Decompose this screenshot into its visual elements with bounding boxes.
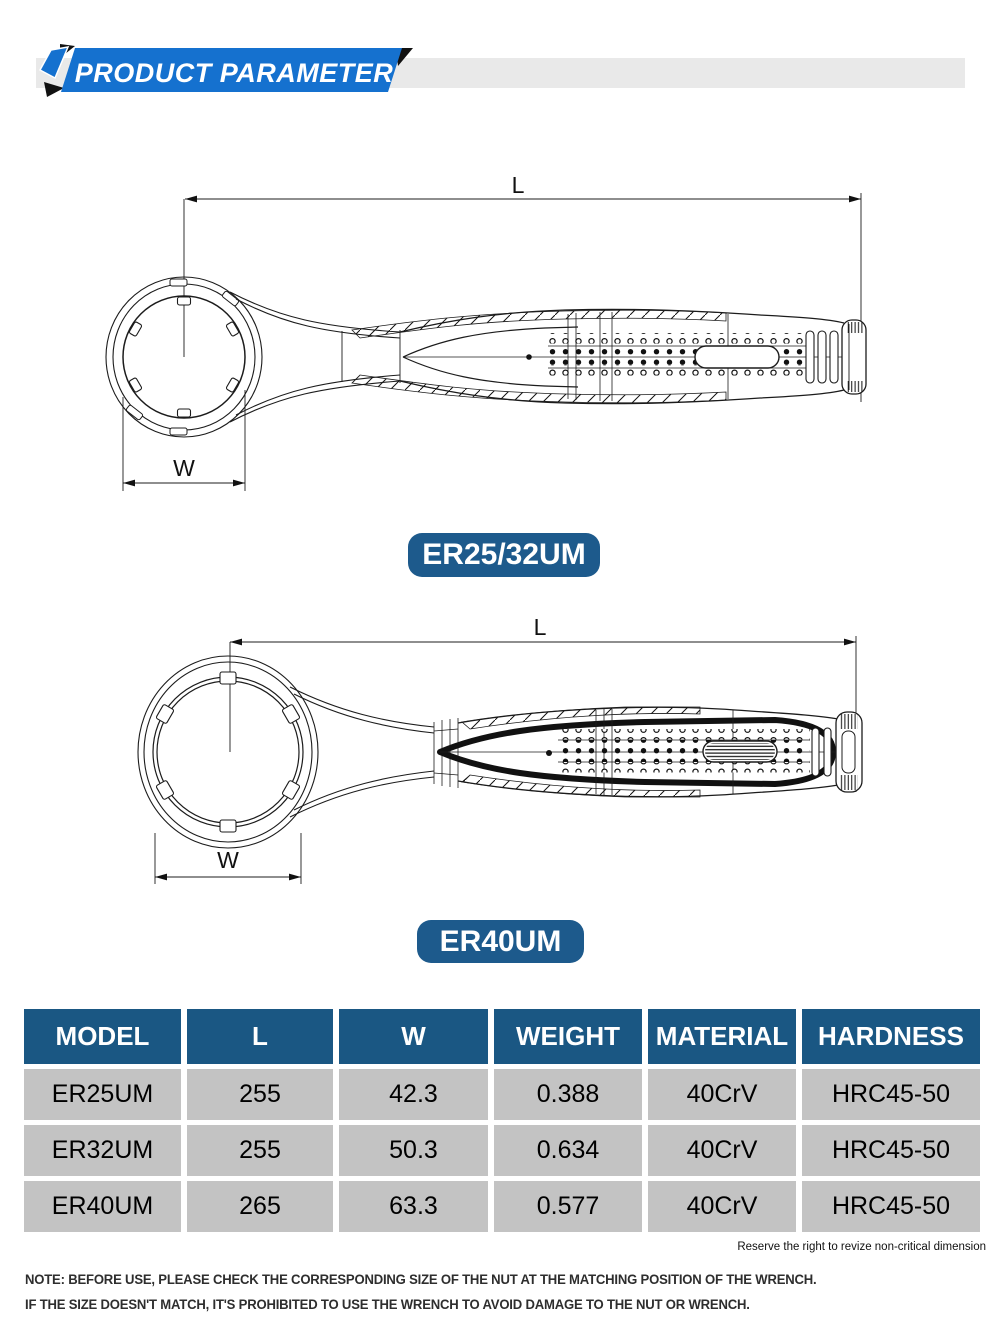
cell-er40um-width: 63.3 [339,1181,488,1232]
cell-er32um-width: 50.3 [339,1125,488,1176]
note-line-2: IF THE SIZE DOESN'T MATCH, IT'S PROHIBITED TO USE THE WRENCH TO AVOID DAMAGE TO THE NUT OR WRENCH. [25,1297,750,1312]
note-line-1: NOTE: BEFORE USE, PLEASE CHECK THE CORRESPONDING SIZE OF THE NUT AT THE MATCHING POSITION OF THE WRENCH. [25,1272,817,1287]
cell-er25um-hardness: HRC45-50 [802,1069,980,1120]
column-header-width: W [339,1009,488,1064]
cell-er32um-weight: 0.634 [494,1125,642,1176]
dim-label-length-first: L [511,172,525,198]
cell-er25um-width: 42.3 [339,1069,488,1120]
cell-er40um-model: ER40UM [24,1181,181,1232]
cell-er40um-material: 40CrV [648,1181,796,1232]
cell-er32um-length: 255 [187,1125,333,1176]
banner-title: PRODUCT PARAMETER [74,57,394,88]
wrench-grip-first [352,309,866,403]
cell-er32um-hardness: HRC45-50 [802,1125,980,1176]
spec-table [24,1009,980,1232]
column-header-weight: WEIGHT [494,1009,642,1064]
wrench-head-second [138,656,318,848]
badge-er40um: ER40UM [417,920,584,963]
cell-er40um-hardness: HRC45-50 [802,1181,980,1232]
table-footnote: Reserve the right to revize non-critical dimension [737,1241,986,1253]
column-header-hardness: HARDNESS [802,1009,980,1064]
column-header-length: L [187,1009,333,1064]
cell-er40um-length: 265 [187,1181,333,1232]
wrench-grip-second [440,707,862,797]
dim-label-width-first: W [173,455,195,481]
cell-er25um-model: ER25UM [24,1069,181,1120]
wrench-drawing-er25-32um [106,193,866,491]
cell-er25um-material: 40CrV [648,1069,796,1120]
badge-er25-32um: ER25/32UM [408,533,600,577]
cell-er40um-weight: 0.577 [494,1181,642,1232]
wrench-neck-second [290,687,458,817]
notes-block [25,1272,990,1322]
column-header-material: MATERIAL [648,1009,796,1064]
dim-label-width-second: W [217,847,239,873]
cell-er25um-length: 255 [187,1069,333,1120]
column-header-model: MODEL [24,1009,181,1064]
cell-er25um-weight: 0.388 [494,1069,642,1120]
cell-er32um-model: ER32UM [24,1125,181,1176]
cell-er32um-material: 40CrV [648,1125,796,1176]
dim-label-length-second: L [533,614,547,640]
